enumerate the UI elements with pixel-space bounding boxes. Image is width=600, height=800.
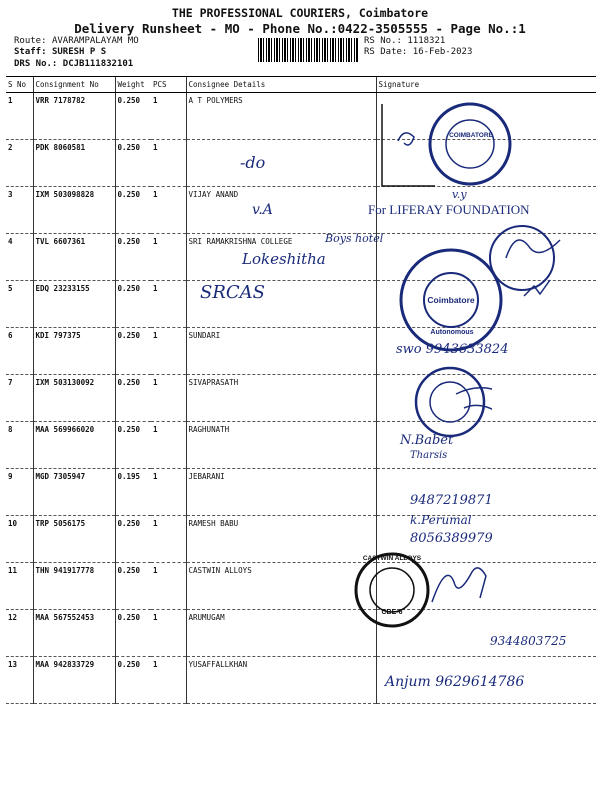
cell-pcs: 1 — [151, 610, 186, 657]
cell-sno: 4 — [6, 234, 33, 281]
cell-weight: 0.250 — [115, 657, 151, 704]
cell-pcs: 1 — [151, 469, 186, 516]
hand-row8: N.Babet — [400, 433, 454, 448]
cell-weight: 0.250 — [115, 234, 151, 281]
cell-weight: 0.195 — [115, 469, 151, 516]
cell-sno: 8 — [6, 422, 33, 469]
cell-cno: MAA 569966020 — [33, 422, 115, 469]
castwin-stamp-graphic — [352, 550, 512, 630]
staff-label: Staff: — [14, 47, 47, 57]
cell-weight: 0.250 — [115, 563, 151, 610]
table-row — [6, 422, 596, 469]
cell-consignee: RAMESH BABU — [186, 516, 376, 563]
cell-weight: 0.250 — [115, 281, 151, 328]
castwin-stamp-top: CASTWIN ALLOYS — [362, 555, 422, 562]
hand-row10b: 8056389979 — [410, 531, 493, 546]
cell-cno: VRR 7178782 — [33, 93, 115, 140]
hand-row12: 9344803725 — [490, 634, 567, 648]
drs-line — [14, 59, 133, 69]
hand-row7: swo 9943633824 — [396, 342, 509, 357]
cell-consignee: YUSAFFALLKHAN — [186, 657, 376, 704]
cell-weight: 0.250 — [115, 187, 151, 234]
cell-cno: IXM 503130092 — [33, 375, 115, 422]
hand-row9: 9487219871 — [410, 493, 493, 508]
staff-line — [14, 47, 106, 57]
route-value: AVARAMPALAYAM MO — [51, 36, 139, 46]
cell-consignee: A T POLYMERS — [186, 93, 376, 140]
cell-consignee — [186, 140, 376, 187]
cell-pcs: 1 — [151, 657, 186, 704]
table-header-row — [6, 77, 596, 93]
hand-row8b: Tharsis — [410, 450, 448, 461]
hand-row4b: Lokeshitha — [242, 250, 326, 268]
cell-sno: 13 — [6, 657, 33, 704]
hand-row2: -do — [240, 153, 266, 172]
route-line — [14, 36, 139, 46]
hand-row10a: k.Perumal — [410, 513, 472, 527]
cell-consignee: SRI RAMAKRISHNA COLLEGE — [186, 234, 376, 281]
hand-row4a: Boys hotel — [325, 232, 384, 245]
col-pcs: PCS — [151, 77, 186, 93]
rs-date-label: RS Date: — [364, 47, 408, 57]
cell-pcs: 1 — [151, 93, 186, 140]
cell-weight: 0.250 — [115, 422, 151, 469]
rs-date-line — [364, 47, 472, 57]
cell-pcs: 1 — [151, 422, 186, 469]
cell-cno: MAA 942833729 — [33, 657, 115, 704]
hand-vy: v.y — [452, 188, 467, 201]
cell-sno: 2 — [6, 140, 33, 187]
cell-consignee: ARUMUGAM — [186, 610, 376, 657]
cell-weight: 0.250 — [115, 516, 151, 563]
table-row — [6, 375, 596, 422]
cell-weight: 0.250 — [115, 140, 151, 187]
cell-pcs: 1 — [151, 234, 186, 281]
castwin-stamp-bottom: CBE-6 — [381, 609, 403, 616]
round-stamp-row8 — [412, 364, 492, 444]
cell-consignee: SUNDARI — [186, 328, 376, 375]
cell-consignee: SIVAPRASATH — [186, 375, 376, 422]
cell-cno: EDQ 23233155 — [33, 281, 115, 328]
drs-value: DCJB111832101 — [62, 59, 134, 69]
cell-pcs: 1 — [151, 328, 186, 375]
cell-sno: 1 — [6, 93, 33, 140]
cell-sno: 3 — [6, 187, 33, 234]
hand-row5: SRCAS — [200, 282, 265, 303]
hand-row3: v.A — [252, 202, 273, 218]
college-stamp-city: Coimbatore — [427, 295, 475, 305]
cell-pcs: 1 — [151, 187, 186, 234]
cell-cno: KDI 797375 — [33, 328, 115, 375]
cell-cno: IXM 503098828 — [33, 187, 115, 234]
col-consignee: Consignee Details — [186, 77, 376, 93]
cell-cno: TVL 6607361 — [33, 234, 115, 281]
cell-sno: 12 — [6, 610, 33, 657]
cell-pcs: 1 — [151, 563, 186, 610]
cell-sno: 5 — [6, 281, 33, 328]
small-round-stamp — [486, 218, 586, 318]
barcode — [258, 38, 358, 62]
cell-consignee: VIJAY ANAND — [186, 187, 376, 234]
col-weight: Weight — [115, 77, 151, 93]
rs-no-label: RS No.: — [364, 36, 402, 46]
cell-weight: 0.250 — [115, 93, 151, 140]
col-signature: Signature — [376, 77, 596, 93]
col-consignment: Consignment No — [33, 77, 115, 93]
drs-label: DRS No.: — [14, 59, 58, 69]
company-title: THE PROFESSIONAL COURIERS, Coimbatore — [171, 6, 429, 20]
hand-row13: Anjum 9629614786 — [385, 674, 525, 690]
cell-sno: 10 — [6, 516, 33, 563]
cell-consignee: RAGHUNATH — [186, 422, 376, 469]
cell-sno: 9 — [6, 469, 33, 516]
cell-cno: MGD 7305947 — [33, 469, 115, 516]
polymer-stamp-graphic — [380, 96, 580, 196]
cell-sno: 11 — [6, 563, 33, 610]
staff-value: SURESH P S — [51, 47, 107, 57]
cell-signature — [376, 469, 596, 516]
cell-pcs: 1 — [151, 140, 186, 187]
col-sno: S No — [6, 77, 33, 93]
cell-weight: 0.250 — [115, 328, 151, 375]
cell-consignee: JEBARANI — [186, 469, 376, 516]
route-label: Route: — [14, 36, 47, 46]
cell-cno: MAA 567552453 — [33, 610, 115, 657]
cell-weight: 0.250 — [115, 375, 151, 422]
cell-pcs: 1 — [151, 375, 186, 422]
cell-pcs: 1 — [151, 281, 186, 328]
polymer-stamp-text: COIMBATORE — [449, 132, 493, 139]
cell-pcs: 1 — [151, 516, 186, 563]
cell-weight: 0.250 — [115, 610, 151, 657]
cell-cno: THN 941917778 — [33, 563, 115, 610]
cell-cno: PDK 8060581 — [33, 140, 115, 187]
cell-sno: 7 — [6, 375, 33, 422]
runsheet-title: Delivery Runsheet - MO - Phone No.:0422-3505555 - Page No.:1 — [74, 21, 526, 36]
liferay-stamp: For LIFERAY FOUNDATION — [368, 202, 530, 217]
rs-date-value: 16-Feb-2023 — [412, 47, 473, 57]
cell-consignee: CASTWIN ALLOYS — [186, 563, 376, 610]
rs-no-line — [364, 36, 445, 46]
cell-cno: TRP 5056175 — [33, 516, 115, 563]
college-stamp-bottom: Autonomous — [430, 329, 474, 336]
table-row — [6, 469, 596, 516]
rs-no-value: 1118321 — [407, 36, 446, 46]
cell-sno: 6 — [6, 328, 33, 375]
